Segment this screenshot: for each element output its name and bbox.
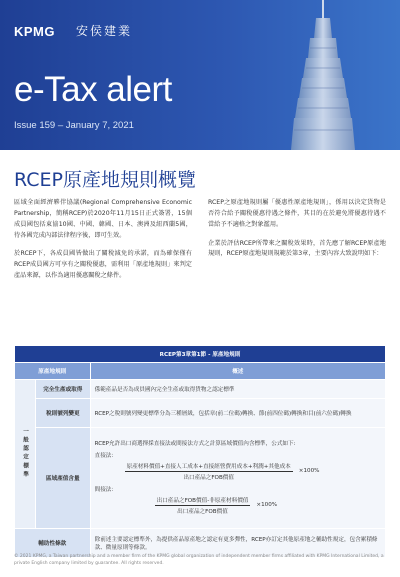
- right-column: [208, 198, 386, 268]
- paragraph: 於RCEP下，各成員國皆做出了關稅減免的承諾，而為確保僅有RCEP成員國方可享有之關稅優惠，需利用「原產地規則」來判定產品來源，以作為適用優惠關稅之條件。: [14, 250, 192, 280]
- general-criteria-label: 一般認定標準: [15, 380, 36, 529]
- rvc-formulas: [90, 428, 385, 529]
- row-label: 區域產值含量: [36, 428, 91, 529]
- taipei-101-tower-image: [250, 0, 400, 150]
- rvc-intro: RCEP允許出口商選擇採直接法或間接法方式之計算區域價值內含標準，公式如下:: [94, 440, 296, 447]
- direct-formula: [125, 462, 381, 481]
- left-column: [14, 198, 192, 290]
- direct-denominator: 出口產品之FOB價值: [183, 474, 234, 481]
- company-chinese-name: 安侯建業: [76, 24, 133, 38]
- row-label: 稅則號列變更: [36, 399, 91, 428]
- paragraph: 企業於評估RCEP所帶來之關稅效果時，首先應了解RCEP原產地規則，RCEP原產地規則規範於第3章，主要內容大致說明如下：: [208, 239, 386, 258]
- table-row: [15, 380, 386, 399]
- direct-percent: ×100%: [298, 468, 320, 474]
- row-label: 輔助性條款: [15, 529, 91, 558]
- copyright-footer: © 2021 KPMG, a Taiwan partnership and a member firm of the KPMG global organization of independent member firms affiliated with KPMG International Limited, a private English company limited by guarantee. All rights reserved.: [14, 554, 384, 566]
- indirect-formula: [155, 496, 381, 515]
- table-row: [15, 399, 386, 428]
- paragraph: RCEP之原產地規則屬「優惠性原產地規則」，係用以決定貨物是否符合給予關稅優惠待遇之條件，其目的在於避免將優惠待遇不當給予不適格之對象濫用。: [208, 199, 386, 228]
- row-label: 完全生產或取得: [36, 380, 91, 399]
- article-heading: RCEP原產地規則概覽: [14, 169, 196, 191]
- row-text: RCEP之稅則號列變更標準分為三種層級，包括章(前二位碼)轉換、節(前四位碼)轉換和目(前六位碼)轉換: [90, 399, 385, 428]
- column-header: 原產地規則: [15, 363, 91, 380]
- indirect-numerator: 出口產品之FOB價值-非原產材料價值: [156, 497, 249, 504]
- indirect-method-label: 間接法：: [94, 486, 117, 493]
- direct-method-label: 直接法：: [94, 452, 117, 459]
- row-text: 係範產品是否為成員國內完全生產或取得貨物之認定標準: [90, 380, 385, 399]
- row-text: 除前述主要認定標準外，為提供產品原產地之認定有更多彈性，RCEP亦訂定其他原產地之輔助性規定，包含累積條款、微量原則等條款。: [90, 529, 385, 558]
- paragraph: 區域全面經濟夥伴協議(Regional Comprehensive Economic Partnership，簡稱RCEP)於2020年11月15日正式簽署，15個成員國包括東協10國、中國、韓國、日本、澳洲及紐西蘭5國，待各國完成內部法律程序後，即可生效。: [14, 199, 192, 239]
- indirect-denominator: 出口產品之FOB價值: [177, 508, 228, 515]
- rules-of-origin-table: [14, 345, 386, 558]
- table-caption: RCEP第3章第1節 - 原產地規則: [15, 346, 386, 363]
- table-row: [15, 428, 386, 529]
- newsletter-title: e-Tax alert: [14, 70, 172, 109]
- issue-date: Issue 159 – January 7, 2021: [14, 120, 134, 131]
- indirect-percent: ×100%: [256, 502, 278, 508]
- header-banner: [0, 0, 400, 150]
- kpmg-logo: KPMG: [14, 24, 55, 39]
- direct-numerator: 原產材料價值+直接人工成本+直接經營費用成本+利潤+其他成本: [126, 463, 291, 470]
- column-header: 概述: [90, 363, 385, 380]
